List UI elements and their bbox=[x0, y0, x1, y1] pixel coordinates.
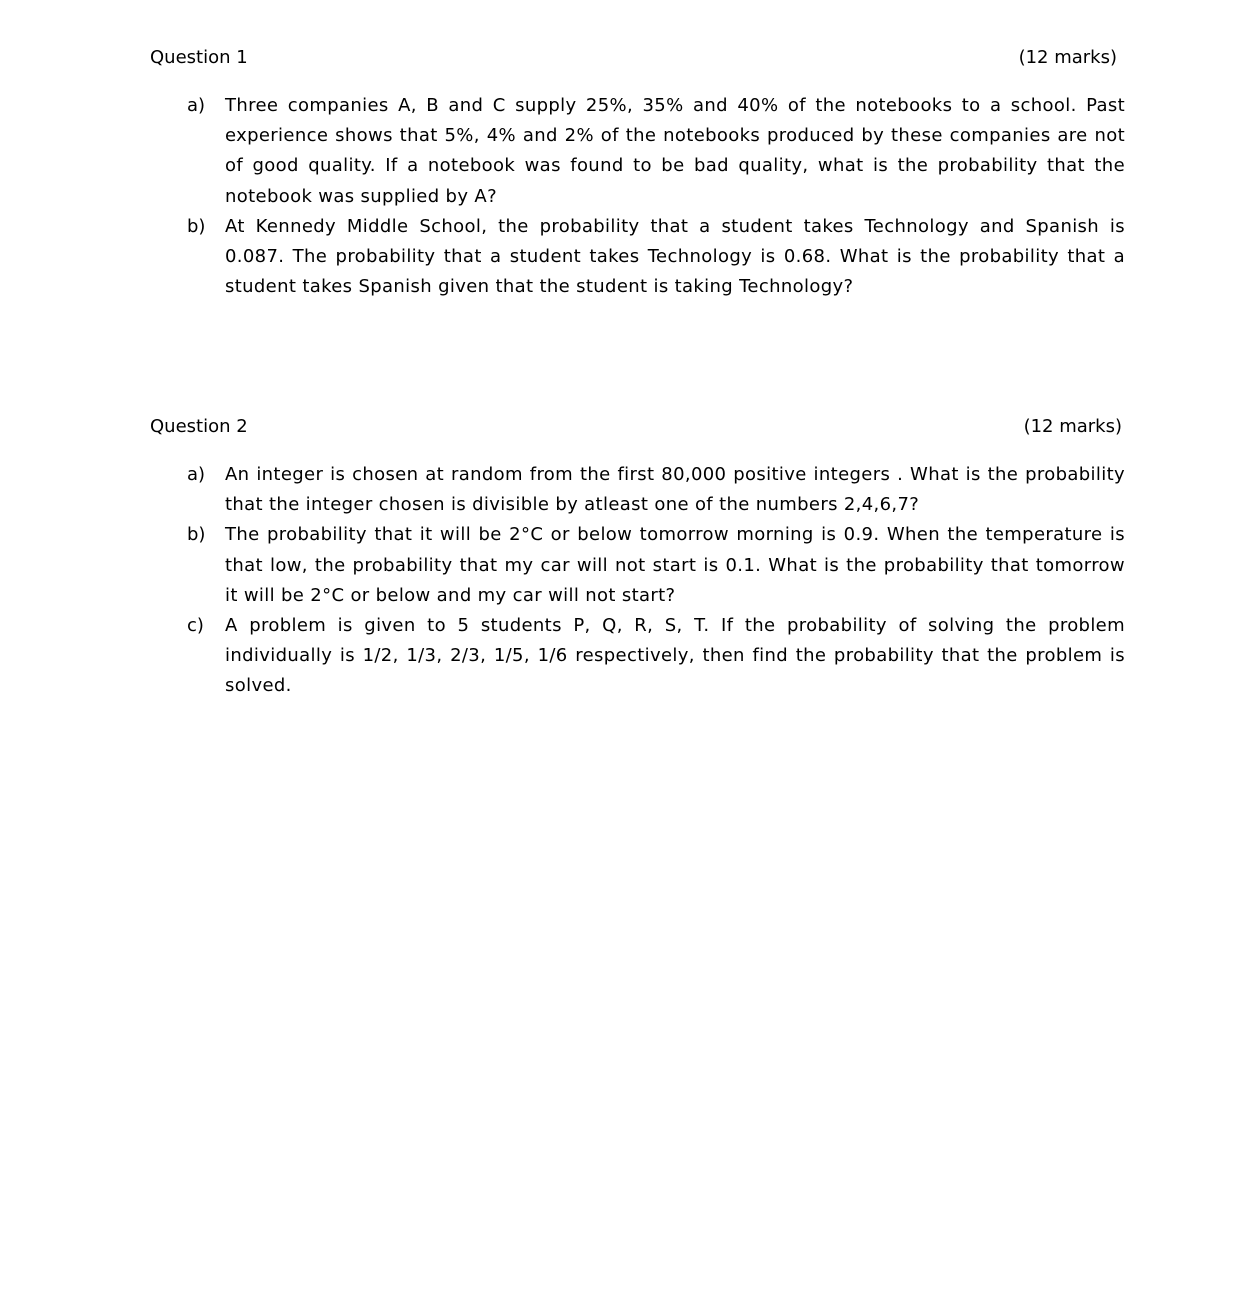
part-label: b) bbox=[187, 215, 206, 237]
question-parts bbox=[150, 91, 1125, 302]
question-part-a bbox=[150, 460, 1125, 520]
part-text: Three companies A, B and C supply 25%, 35% and 40% of the notebooks to a school. Past experience shows that 5%, 4% and 2% of the notebooks produced by these companies are not of good quality. If a notebook was found to be bad quality, what is the probability that the notebook was supplied by A? bbox=[225, 95, 1125, 207]
question-part-c bbox=[150, 611, 1125, 702]
part-text: A problem is given to 5 students P, Q, R, S, T. If the probability of solving the problem individually is 1/2, 1/3, 2/3, 1/5, 1/6 respectively, then find the probability that the problem is solved. bbox=[225, 615, 1125, 697]
question-header bbox=[150, 413, 1125, 441]
question-2 bbox=[150, 413, 1125, 702]
part-text: The probability that it will be 2°C or below tomorrow morning is 0.9. When the temperature is that low, the probability that my car will not start is 0.1. What is the probability that tomorrow it will be 2°C or below and my car will not start? bbox=[225, 524, 1125, 606]
part-label: a) bbox=[187, 95, 206, 116]
part-label: a) bbox=[187, 464, 206, 485]
question-title: Question 1 bbox=[150, 47, 248, 68]
question-1 bbox=[150, 44, 1125, 302]
part-text: At Kennedy Middle School, the probability that a student takes Technology and Spanish is 0.087. The probability that a student takes Technology is 0.68. What is the probability that a student takes Spanish given that the student is taking Technology? bbox=[225, 215, 1125, 298]
question-marks: (12 marks) bbox=[1023, 416, 1122, 437]
question-header bbox=[150, 44, 1125, 72]
question-marks: (12 marks) bbox=[1018, 47, 1117, 68]
question-title: Question 2 bbox=[150, 416, 248, 437]
question-parts bbox=[150, 460, 1125, 702]
part-label: b) bbox=[187, 524, 206, 546]
question-part-b bbox=[150, 212, 1125, 303]
part-text: An integer is chosen at random from the first 80,000 positive integers . What is the probability that the integer chosen is divisible by atleast one of the numbers 2,4,6,7? bbox=[225, 464, 1125, 516]
question-part-b bbox=[150, 520, 1125, 611]
part-label: c) bbox=[187, 615, 204, 637]
question-part-a bbox=[150, 91, 1125, 212]
